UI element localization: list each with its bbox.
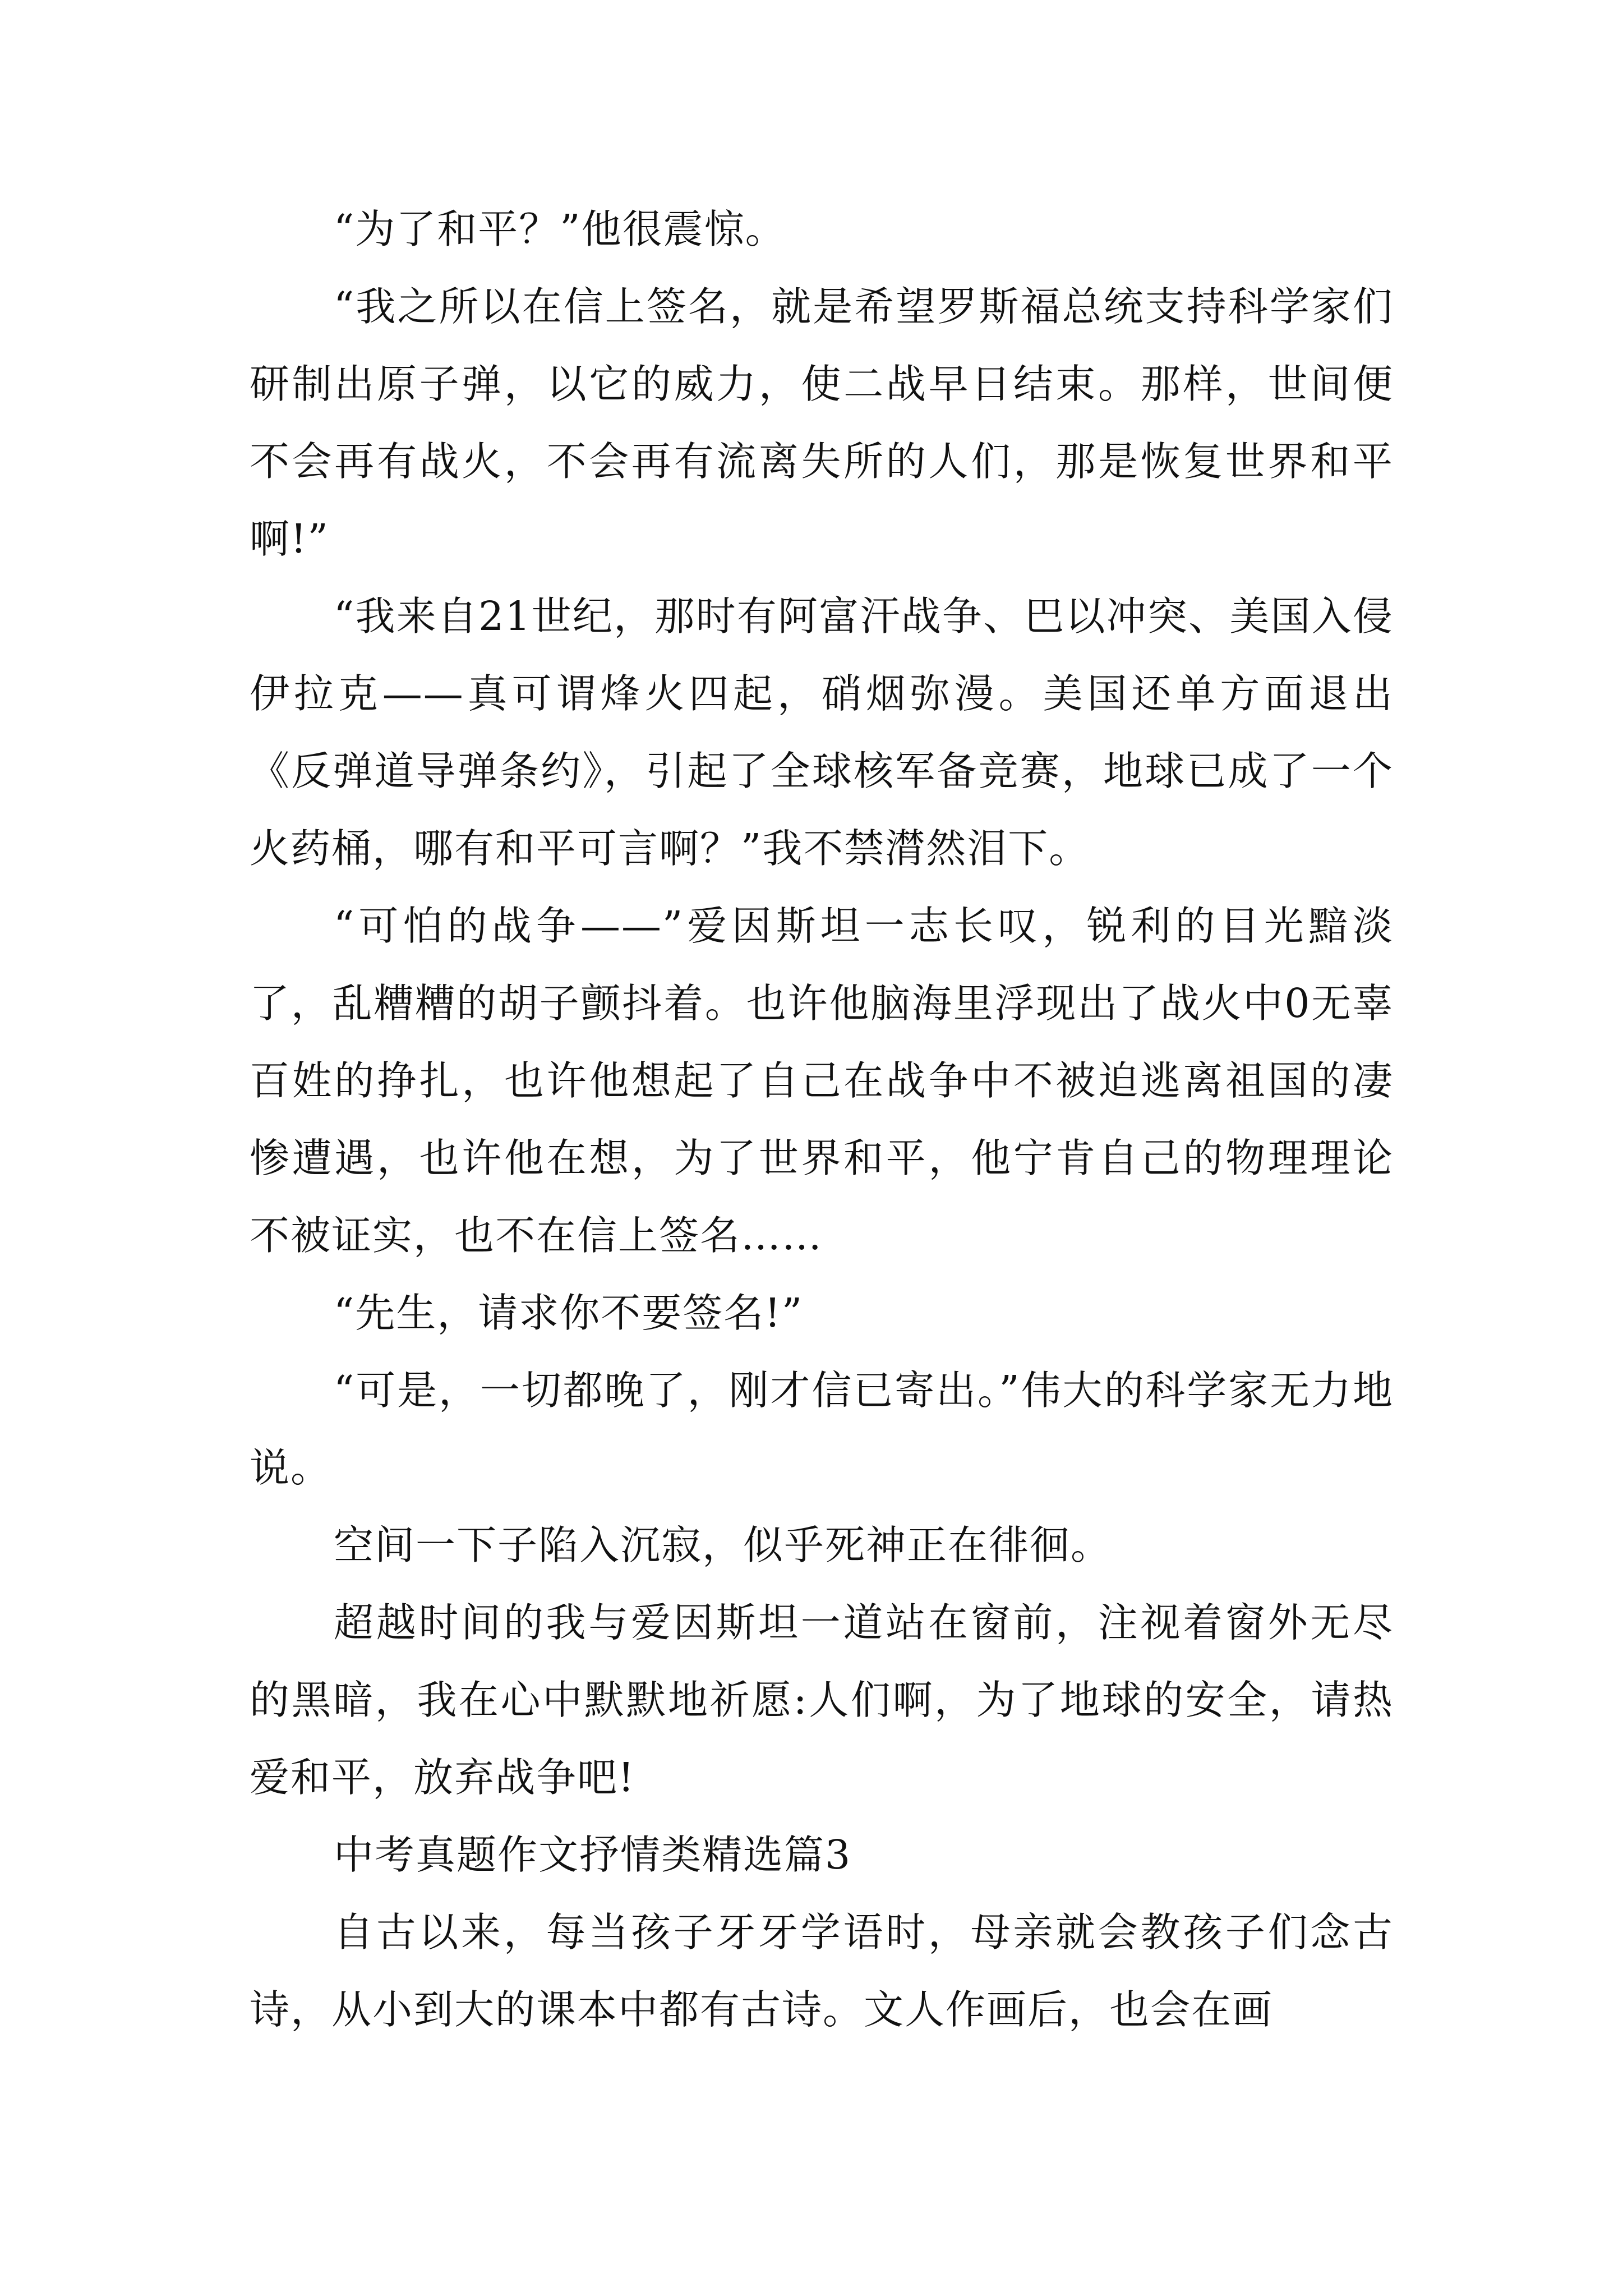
paragraph: 自古以来，每当孩子牙牙学语时，母亲就会教孩子们念古诗，从小到大的课本中都有古诗。文人作画后，也会在画 xyxy=(250,1909,1394,2033)
section-heading: 中考真题作文抒情类精选篇3 xyxy=(334,1832,852,1878)
paragraph: “先生，请求你不要签名!” xyxy=(334,1290,804,1336)
paragraph: 超越时间的我与爱因斯坦一道站在窗前，注视着窗外无尽的黑暗，我在心中默默地祈愿:人们啊，为了地球的安全，请热爱和平，放弃战争吧! xyxy=(250,1599,1394,1801)
paragraph: “我之所以在信上签名，就是希望罗斯福总统支持科学家们研制出原子弹，以它的威力，使二战早日结束。那样，世间便不会再有战火，不会再有流离失所的人们，那是恢复世界和平啊!” xyxy=(250,283,1394,562)
paragraph: “为了和平？”他很震惊。 xyxy=(334,206,786,252)
body-text xyxy=(250,191,1394,2049)
paragraph: “我来自21世纪，那时有阿富汗战争、巴以冲突、美国入侵伊拉克——真可谓烽火四起，硝烟弥漫。美国还单方面退出《反弹道导弹条约》，引起了全球核军备竞赛，地球已成了一个火药桶，哪有和平可言啊？”我不禁潸然泪下。 xyxy=(250,593,1394,872)
paragraph: “可是，一切都晚了，刚才信已寄出。”伟大的科学家无力地说。 xyxy=(250,1367,1394,1491)
paragraph: “可怕的战争——”爱因斯坦一志长叹，锐利的目光黯淡了，乱糟糟的胡子颤抖着。也许他脑海里浮现出了战火中0无辜百姓的挣扎，也许他想起了自己在战争中不被迫逃离祖国的凄惨遭遇，也许他在想，为了世界和平，他宁肯自己的物理理论不被证实，也不在信上签名…… xyxy=(250,903,1394,1259)
paragraph: 空间一下子陷入沉寂，似乎死神正在徘徊。 xyxy=(334,1522,1112,1568)
